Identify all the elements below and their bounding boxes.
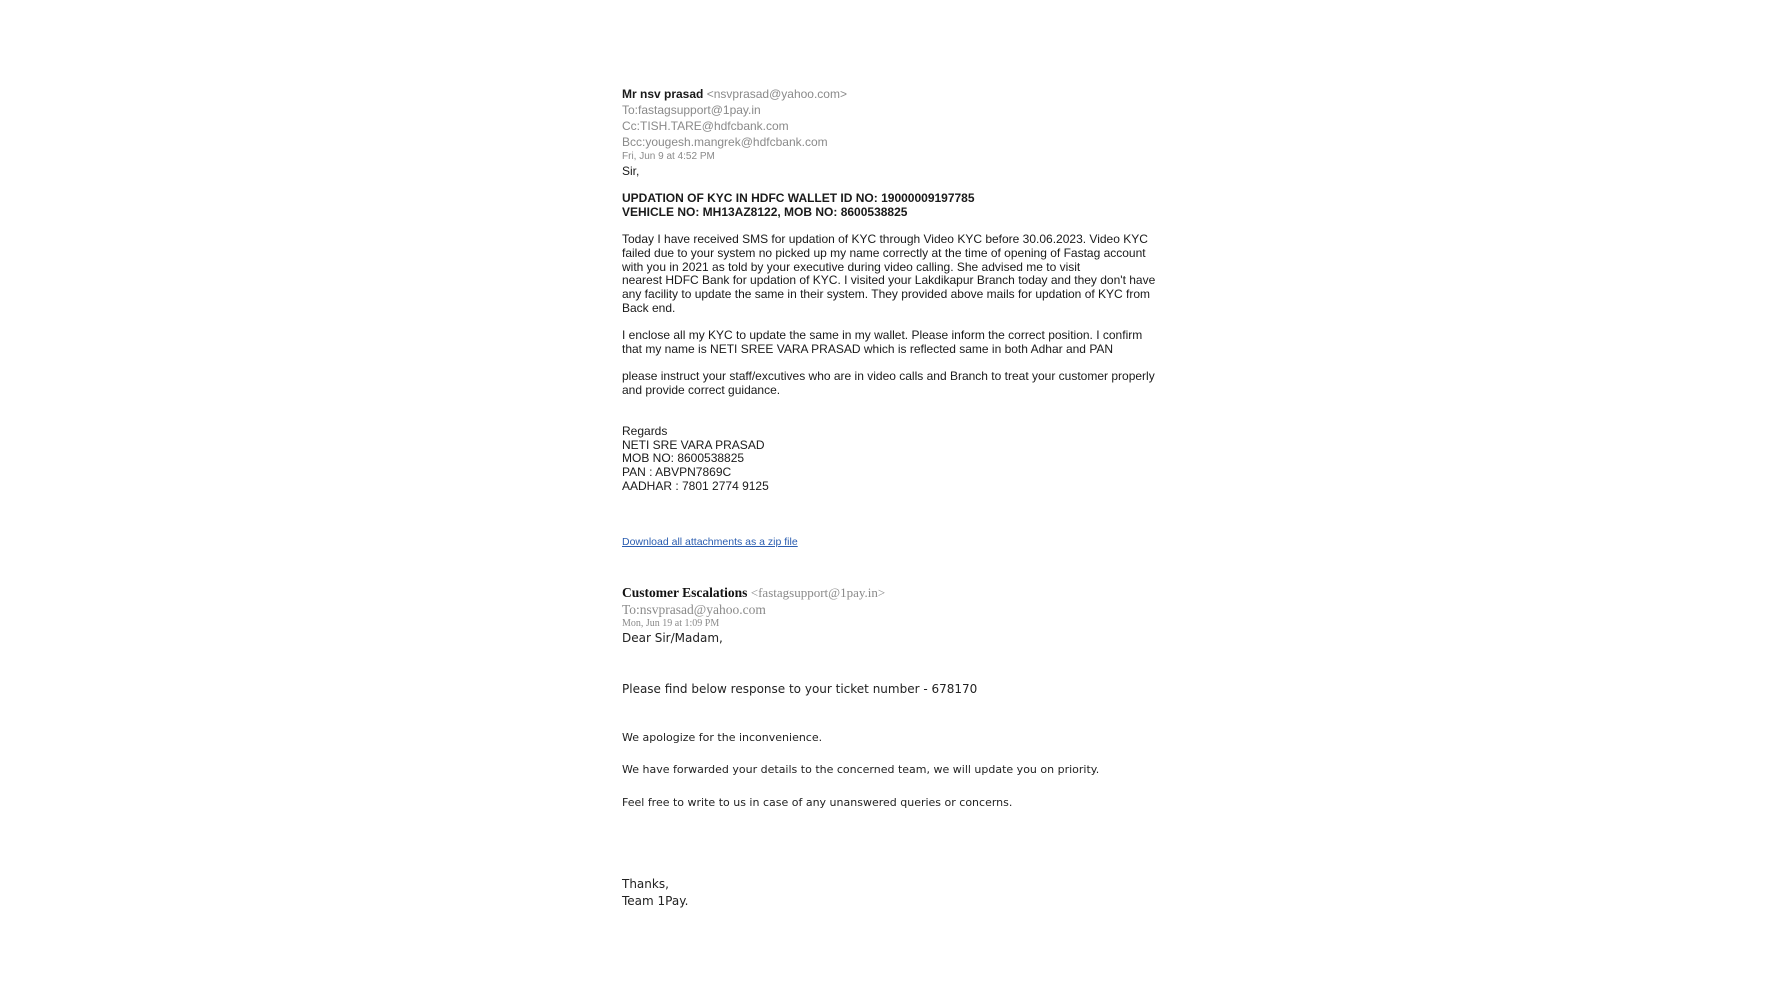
email1-sender-name: Mr nsv prasad <box>622 87 704 101</box>
email1-para1-line: failed due to your system no picked up my name correctly at the time of opening of Fastag account <box>622 246 1146 260</box>
email1-signature-line: PAN : ABVPN7869C <box>622 465 732 479</box>
email1-subject-line-2: VEHICLE NO: MH13AZ8122, MOB NO: 8600538825 <box>622 205 908 219</box>
email1-para2-line: that my name is NETI SREE VARA PRASAD which is reflected same in both Adhar and PAN <box>622 342 1114 356</box>
email2-ticket-line: Please find below response to your ticket number - 678170 <box>622 682 978 696</box>
email1-para3-line: and provide correct guidance. <box>622 383 781 397</box>
email1-para1-line: Today I have received SMS for updation of KYC through Video KYC before 30.06.2023. Video KYC <box>622 232 1148 246</box>
email2-date: Mon, Jun 19 at 1:09 PM <box>622 618 720 629</box>
email1-signature-line: Regards <box>622 424 668 438</box>
download-attachments-link[interactable]: Download all attachments as a zip file <box>622 536 798 548</box>
email1-sender-email[interactable]: <nsvprasad@yahoo.com> <box>706 87 847 101</box>
email1-signature-line: MOB NO: 8600538825 <box>622 451 745 465</box>
email2-sender <box>622 586 885 600</box>
email1-cc: Cc:TISH.TARE@hdfcbank.com <box>622 119 789 133</box>
email1-para1-line: with you in 2021 as told by your executive during video calling. She advised me to visit <box>622 260 1081 274</box>
email2-feel-free: Feel free to write to us in case of any unanswered queries or concerns. <box>622 796 1013 809</box>
email1-para3-line: please instruct your staff/excutives who are in video calls and Branch to treat your customer properly <box>622 369 1155 383</box>
email1-para1-line: any facility to update the same in their system. They provided above mails for updation of KYC from <box>622 287 1151 301</box>
email2-forwarded: We have forwarded your details to the concerned team, we will update you on priority. <box>622 763 1100 776</box>
email1-signature-line: AADHAR : 7801 2774 9125 <box>622 479 769 493</box>
email1-subject-line-1: UPDATION OF KYC IN HDFC WALLET ID NO: 19000009197785 <box>622 191 975 205</box>
email1-sender <box>622 88 847 100</box>
email2-sender-email[interactable]: <fastagsupport@1pay.in> <box>750 585 886 600</box>
email1-to: To:fastagsupport@1pay.in <box>622 103 761 117</box>
email2-greeting: Dear Sir/Madam, <box>622 631 723 645</box>
email1-signature-line: NETI SRE VARA PRASAD <box>622 438 765 452</box>
email1-bcc: Bcc:yougesh.mangrek@hdfcbank.com <box>622 135 828 149</box>
email1-para2-line: I enclose all my KYC to update the same in my wallet. Please inform the correct position. I confirm <box>622 328 1143 342</box>
email1-para1-line: nearest HDFC Bank for updation of KYC. I visited your Lakdikapur Branch today and they don't have <box>622 273 1156 287</box>
email2-team: Team 1Pay. <box>622 894 689 908</box>
email2-sender-name: Customer Escalations <box>622 585 748 600</box>
email1-para1-line: Back end. <box>622 301 676 315</box>
email2-apology: We apologize for the inconvenience. <box>622 731 823 744</box>
email1-date: Fri, Jun 9 at 4:52 PM <box>622 151 715 162</box>
email1-greeting: Sir, <box>622 164 640 178</box>
email2-to: To:nsvprasad@yahoo.com <box>622 602 766 617</box>
email2-thanks: Thanks, <box>622 877 669 891</box>
